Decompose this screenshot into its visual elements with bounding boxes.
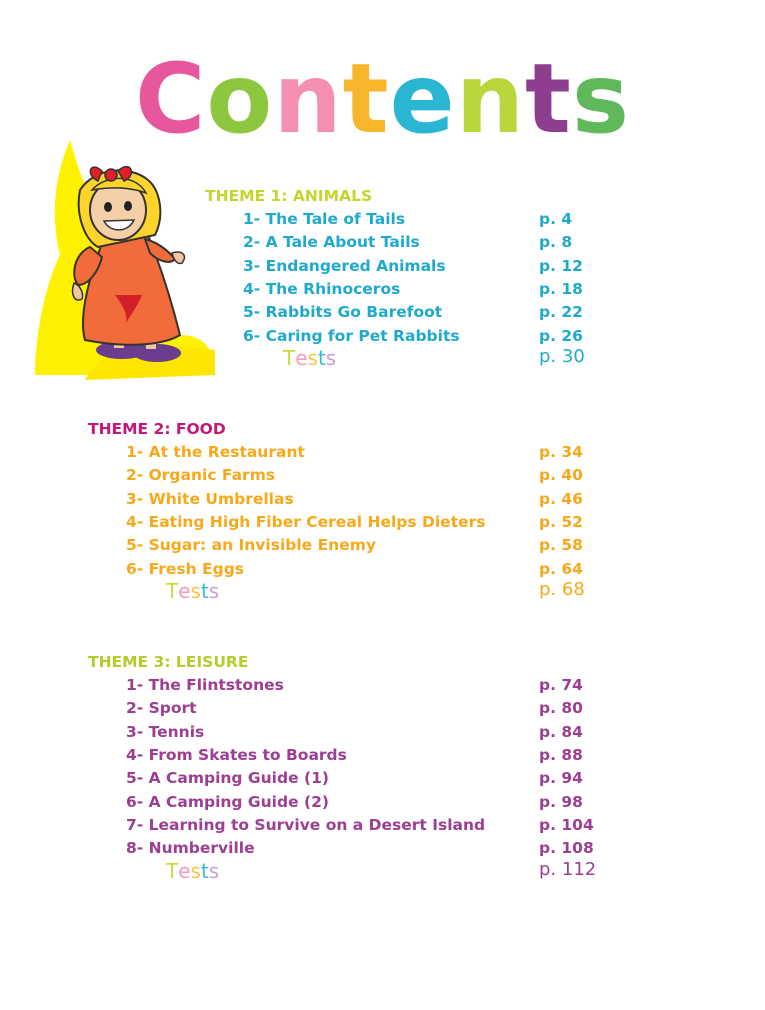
toc-entry-title: 3- Endangered Animals xyxy=(243,256,446,275)
title-letter: e xyxy=(389,43,456,155)
title-letter: s xyxy=(571,43,631,155)
toc-entry-title: 2- Organic Farms xyxy=(126,466,276,485)
toc-entry-page: p. 108 xyxy=(539,839,594,858)
toc-entry-title: 2- Sport xyxy=(126,699,197,718)
tests-label: Tests xyxy=(166,859,220,883)
toc-entry-title: 5- Rabbits Go Barefoot xyxy=(243,303,443,322)
theme-heading: THEME 3: LEISURE xyxy=(88,653,249,671)
tests-label: Tests xyxy=(166,579,220,603)
toc-entry-page: p. 22 xyxy=(539,303,583,322)
title-letter: n xyxy=(273,43,343,155)
toc-entry-page: p. 26 xyxy=(539,326,583,345)
toc-entry-page: p. 4 xyxy=(539,210,573,228)
toc-entry-title: 6- Caring for Pet Rabbits xyxy=(243,326,460,345)
tests-label: Tests xyxy=(283,346,337,370)
toc-entry-title: 3- Tennis xyxy=(126,722,205,741)
toc-entry-page: p. 40 xyxy=(539,466,583,485)
title-letter: n xyxy=(455,43,526,155)
tests-page: p. 112 xyxy=(539,859,597,880)
toc-entry-title: 4- Eating High Fiber Cereal Helps Dieters xyxy=(126,512,486,531)
toc-entry-page: p. 64 xyxy=(539,559,583,578)
toc-entry-page: p. 18 xyxy=(539,279,583,298)
toc-entry-title: 3- White Umbrellas xyxy=(126,489,294,508)
title-letter: o xyxy=(206,43,274,155)
tests-page: p. 68 xyxy=(539,579,585,600)
toc-entry-page: p. 12 xyxy=(539,256,583,275)
toc-entry-title: 1- At the Restaurant xyxy=(126,443,305,461)
toc-entry-title: 5- Sugar: an Invisible Enemy xyxy=(126,536,376,555)
toc-entry-title: 4- From Skates to Boards xyxy=(126,745,347,764)
toc-entry-title: 1- The Flintstones xyxy=(126,676,284,694)
title-letter: C xyxy=(134,43,207,155)
toc-entry-title: 6- Fresh Eggs xyxy=(126,559,245,578)
toc-entry-title: 7- Learning to Survive on a Desert Island xyxy=(126,815,486,834)
title-letter: t xyxy=(525,43,572,155)
toc-entry-page: p. 34 xyxy=(539,443,583,461)
girl-illustration xyxy=(30,135,220,385)
toc-entry-page: p. 88 xyxy=(539,745,583,764)
toc-entry-page: p. 52 xyxy=(539,512,583,531)
theme-heading: THEME 1: ANIMALS xyxy=(205,187,373,205)
toc-entry-title: 2- A Tale About Tails xyxy=(243,233,420,252)
toc-entry-page: p. 94 xyxy=(539,769,583,788)
toc-entry-title: 1- The Tale of Tails xyxy=(243,210,406,228)
toc-entry-page: p. 74 xyxy=(539,676,583,694)
toc-entry-title: 5- A Camping Guide (1) xyxy=(126,769,329,788)
toc-entry-page: p. 84 xyxy=(539,722,583,741)
toc-entry-page: p. 80 xyxy=(539,699,583,718)
toc-entry-title: 6- A Camping Guide (2) xyxy=(126,792,329,811)
toc-entry-page: p. 98 xyxy=(539,792,583,811)
title-letter: t xyxy=(342,43,390,155)
tests-page: p. 30 xyxy=(539,346,585,367)
theme-heading: THEME 2: FOOD xyxy=(88,420,226,438)
toc-entry-title: 4- The Rhinoceros xyxy=(243,279,401,298)
toc-entry-page: p. 104 xyxy=(539,815,594,834)
toc-entry-page: p. 8 xyxy=(539,233,573,252)
toc-entry-page: p. 46 xyxy=(539,489,583,508)
toc-entry-page: p. 58 xyxy=(539,536,583,555)
toc-entry-title: 8- Numberville xyxy=(126,839,255,858)
